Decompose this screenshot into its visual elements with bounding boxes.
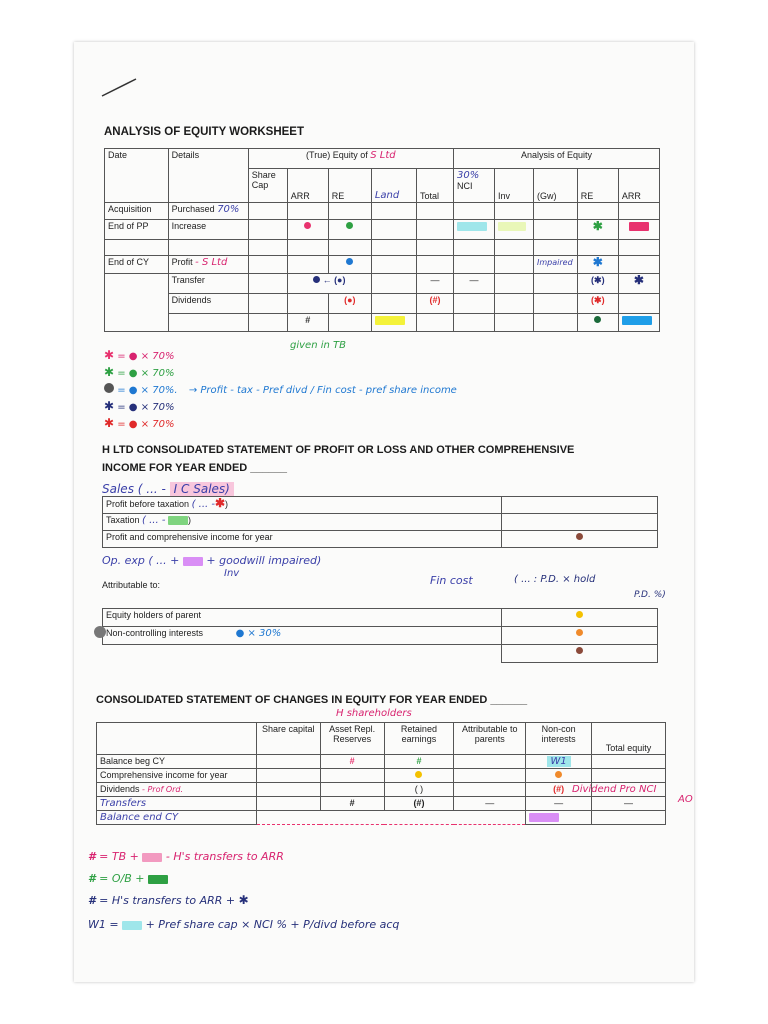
blue-star: ✱ xyxy=(592,255,603,269)
blue-highlight xyxy=(622,316,652,325)
paper-sheet: ANALYSIS OF EQUITY WORKSHEET Date Details (True) Equity of S Ltd Analysis of Equity Share Cap ARR RE Land Total 30% NCI Inv (Gw) RE ARR Acquisition Purchased 70% End of PP Increase ✱ End of CY Profit - S Ltd Impaired ✱ Transfer ← (●) — — (✱) ✱ Dividends (●) (#) (✱) # given in TB ✱ = ● × 70% ✱ = ● × 70% = ● × 70%. → Profit - tax - Pref divd / Fin cost - pref share income ✱ = ● × 70% ✱ = ● × 70% H LTD CONSOLIDATED STATEMENT OF PROFIT OR LOSS AND OTHER COMPREHENSIVE INCOME FOR YEAR ENDED ______ Sales ( ... - I C Sales) Profit before taxation ( ... -✱) Taxation ( ... - ) Profit and comprehensive income for year Op. exp ( ... + + goodwill impaired) Inv Attributable to: Fin cost ( ... : P.D. × hold P.D. %) Equity holders of parent Non-controlling interests ● × 30% CONSOLIDATED STATEMENT OF CHANGES IN EQUITY FOR YEAR ENDED ______ H shareholders Share capital Asset Repl. Reserves Retained earnings Attributable to parents Non-con interests Total equity Balance beg CY # # W1 Comprehensive income for year Dividends - Prof Ord. ( ) (#) Transfers # (#) — — — Balance end CY Dividend Pro NCI AO # = TB + - H's transfers to ARR # = O/B + # = H's transfers to ARR + ✱ W1 = + Pref share cap × NCI % + P/divd before acq xyxy=(74,42,694,982)
fin-cost-hw: Fin cost xyxy=(430,574,473,587)
row-end-pp: End of PP xyxy=(105,220,169,240)
lime-highlight xyxy=(498,222,526,231)
pink-dot xyxy=(304,222,311,229)
note-2: # = O/B + xyxy=(88,872,168,885)
pl-pbt: Profit before taxation ( ... -✱) xyxy=(103,497,502,514)
pl-table xyxy=(102,496,658,548)
row-end-cy: End of CY xyxy=(105,256,169,274)
navy-dot xyxy=(313,276,320,283)
note-3: # = H's transfers to ARR + ✱ xyxy=(88,893,249,907)
legend: ✱ = ● × 70% ✱ = ● × 70% = ● × 70%. → Profit - tax - Pref divd / Fin cost - pref share income ✱ = ● × 70% ✱ = ● × 70% xyxy=(104,348,457,430)
h-shareholders-hw: H shareholders xyxy=(336,708,412,719)
th-nci: 30% NCI xyxy=(453,169,494,203)
ce-table: Share capital Asset Repl. Reserves Retained earnings Attributable to parents Non-con interests Total equity Balance beg CY # # W1 Comprehensive income for year Dividends - Prof Ord. ( ) (#) Transfers # (#) — — — Balance end CY xyxy=(96,722,666,825)
th-re: RE xyxy=(328,169,371,203)
th-true-equity: (True) Equity of S Ltd xyxy=(248,149,453,169)
th-arr: ARR xyxy=(287,169,328,203)
op-cap-hw: Op. exp ( ... + + goodwill impaired) xyxy=(102,554,322,567)
row-profit: Profit - S Ltd xyxy=(168,256,248,274)
darkgreen-dot xyxy=(594,316,601,323)
attrib-table xyxy=(102,608,658,663)
pen-stroke xyxy=(100,76,140,100)
th-date: Date xyxy=(105,149,169,203)
th-share-cap: Share Cap xyxy=(248,169,287,203)
row-increase: Increase xyxy=(168,220,248,240)
green-star: ✱ xyxy=(592,219,603,233)
nci-row: Non-controlling interests ● × 30% xyxy=(103,627,502,645)
given-note: given in TB xyxy=(290,340,346,351)
row-acquisition: Acquisition xyxy=(105,203,169,220)
row-transfer: Transfer xyxy=(168,274,248,294)
blue-dot xyxy=(346,258,353,265)
note-1: # = TB + - H's transfers to ARR xyxy=(88,850,284,863)
row-purchased: Purchased 70% xyxy=(168,203,248,220)
pref-hold-hw: ( ... : P.D. × hold xyxy=(514,574,596,585)
th-total: Total xyxy=(417,169,454,203)
row-dividends: Dividends xyxy=(168,294,248,314)
note-4: W1 = + Pref share cap × NCI % + P/divd before acq xyxy=(88,918,400,931)
pl-pci: Profit and comprehensive income for year xyxy=(103,531,502,548)
sales-hw: Sales ( ... - I C Sales) xyxy=(102,482,234,496)
cyan-highlight xyxy=(457,222,487,231)
pl-title: H LTD CONSOLIDATED STATEMENT OF PROFIT OR LOSS AND OTHER COMPREHENSIVE xyxy=(102,444,575,456)
equity-holders: Equity holders of parent xyxy=(103,609,502,627)
ce-title: CONSOLIDATED STATEMENT OF CHANGES IN EQUITY FOR YEAR ENDED ______ xyxy=(96,694,528,706)
attributable-label: Attributable to: xyxy=(102,580,161,590)
green-dot xyxy=(346,222,353,229)
worksheet-title: ANALYSIS OF EQUITY WORKSHEET xyxy=(104,126,304,138)
pl-tax: Taxation ( ... - ) xyxy=(103,514,502,531)
yellow-highlight xyxy=(375,316,405,325)
th-gw: (Gw) xyxy=(534,169,578,203)
dividend-pro-hw: Dividend Pro NCI xyxy=(572,784,657,795)
th-re2: RE xyxy=(577,169,618,203)
equity-worksheet-table: Date Details (True) Equity of S Ltd Analysis of Equity Share Cap ARR RE Land Total 30% NCI Inv (Gw) RE ARR Acquisition Purchased 70% End of PP Increase ✱ End of CY Profit - S Ltd Impaired ✱ Transfer ← (●) — — (✱) ✱ Dividends (●) (#) (✱) # xyxy=(104,148,660,332)
th-details: Details xyxy=(168,149,248,203)
punch-hole xyxy=(94,626,106,638)
th-inv: Inv xyxy=(495,169,534,203)
th-arr2: ARR xyxy=(618,169,659,203)
pl-title-2: INCOME FOR YEAR ENDED ______ xyxy=(102,462,288,474)
th-land: Land xyxy=(371,169,416,203)
pink-highlight xyxy=(629,222,649,231)
th-analysis: Analysis of Equity xyxy=(453,149,659,169)
